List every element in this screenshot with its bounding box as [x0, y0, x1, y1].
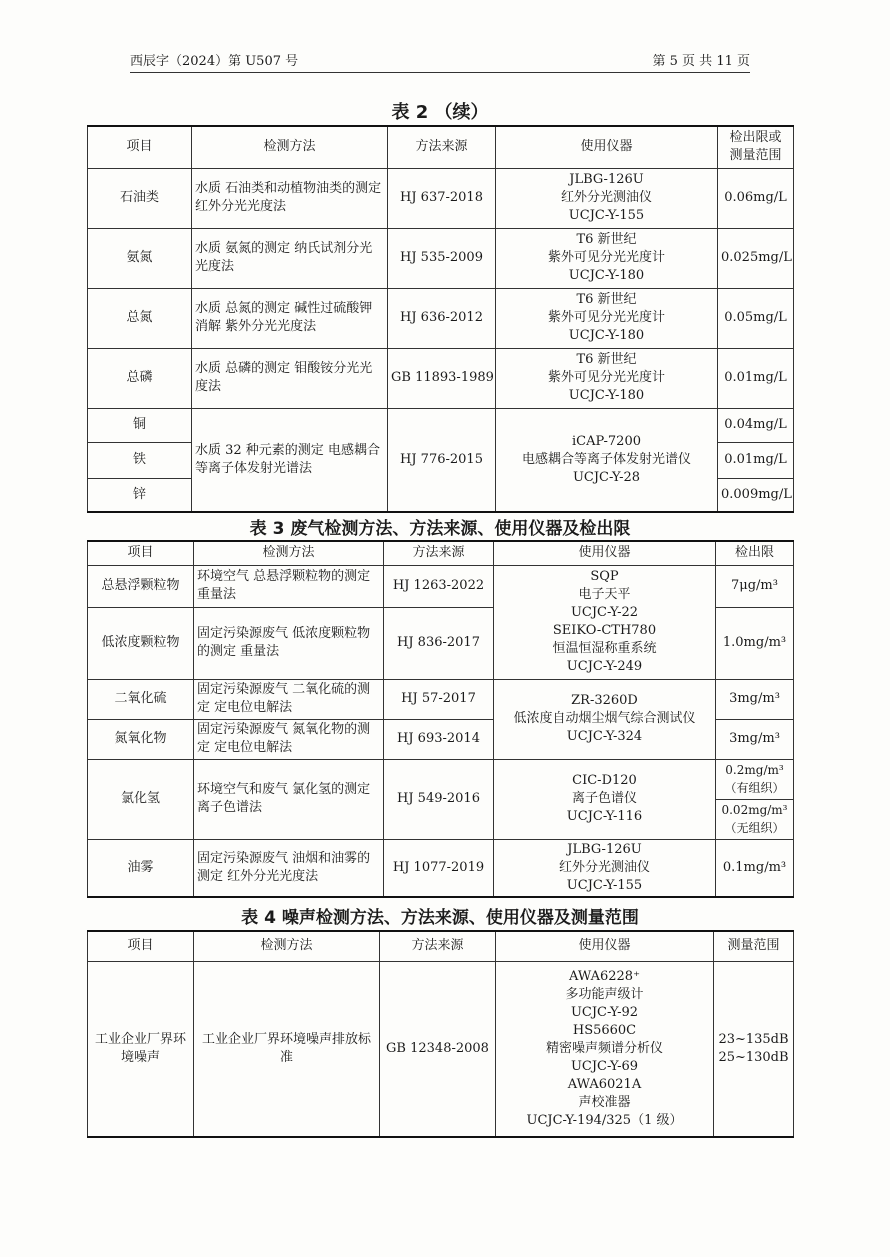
method-cell: 固定污染源废气 二氧化硫的测定 定电位电解法 — [194, 679, 384, 719]
source-cell: HJ 1077-2019 — [384, 839, 494, 897]
report-number: 西辰字（2024）第 U507 号 — [130, 54, 299, 69]
table-row — [88, 408, 794, 442]
source-cell: HJ 549-2016 — [384, 759, 494, 839]
instrument-cell: iCAP-7200 电感耦合等离子体发射光谱仪 UCJC-Y-28 — [496, 408, 718, 512]
table-row — [88, 759, 794, 799]
limit-cell: 0.1mg/m³ — [716, 839, 794, 897]
item-cell: 氨氮 — [88, 228, 192, 288]
item-cell: 总悬浮颗粒物 — [88, 565, 194, 607]
source-cell: GB 11893-1989 — [388, 348, 496, 408]
method-cell: 环境空气 总悬浮颗粒物的测定 重量法 — [194, 565, 384, 607]
limit-cell: 0.06mg/L — [718, 168, 794, 228]
table-row — [88, 348, 794, 408]
page-number: 第 5 页 共 11 页 — [652, 54, 750, 69]
method-cell: 环境空气和废气 氯化氢的测定 离子色谱法 — [194, 759, 384, 839]
limit-cell: 0.04mg/L — [718, 408, 794, 442]
method-cell: 水质 总磷的测定 钼酸铵分光光度法 — [192, 348, 388, 408]
item-cell: 油雾 — [88, 839, 194, 897]
col-header-method: 检测方法 — [194, 541, 384, 565]
table-row — [88, 961, 794, 1137]
table2-title: 表 2 （续） — [391, 102, 489, 123]
table-row — [88, 288, 794, 348]
page-header — [130, 50, 750, 73]
item-cell: 工业企业厂界环境噪声 — [88, 961, 194, 1137]
col-header-source: 方法来源 — [380, 931, 496, 961]
table2-header-row — [88, 126, 794, 168]
item-cell: 总氮 — [88, 288, 192, 348]
instrument-cell: AWA6228⁺ 多功能声级计 UCJC-Y-92 HS5660C 精密噪声频谱分析仪 UCJC-Y-69 AWA6021A 声校准器 UCJC-Y-194/325（1 级） — [496, 961, 714, 1137]
instrument-cell: SQP 电子天平 UCJC-Y-22 SEIKO-CTH780 恒温恒湿称重系统 UCJC-Y-249 — [494, 565, 716, 679]
method-cell: 固定污染源废气 低浓度颗粒物的测定 重量法 — [194, 607, 384, 679]
method-cell: 固定污染源废气 油烟和油雾的测定 红外分光光度法 — [194, 839, 384, 897]
table-row — [88, 168, 794, 228]
col-header-limit: 检出限 — [716, 541, 794, 565]
item-cell: 铁 — [88, 442, 192, 478]
instrument-cell: JLBG-126U 红外分光测油仪 UCJC-Y-155 — [494, 839, 716, 897]
col-header-item: 项目 — [88, 541, 194, 565]
method-cell: 水质 氨氮的测定 纳氏试剂分光光度法 — [192, 228, 388, 288]
limit-cell: 0.009mg/L — [718, 478, 794, 512]
col-header-item: 项目 — [88, 931, 194, 961]
col-header-range: 测量范围 — [714, 931, 794, 961]
table4-header-row — [88, 931, 794, 961]
col-header-item: 项目 — [88, 126, 192, 168]
item-cell: 二氧化硫 — [88, 679, 194, 719]
limit-cell: 0.02mg/m³ （无组织） — [716, 799, 794, 839]
instrument-cell: JLBG-126U 红外分光测油仪 UCJC-Y-155 — [496, 168, 718, 228]
col-header-instrument: 使用仪器 — [496, 126, 718, 168]
col-header-source: 方法来源 — [388, 126, 496, 168]
source-cell: HJ 776-2015 — [388, 408, 496, 512]
source-cell: HJ 637-2018 — [388, 168, 496, 228]
table-row — [88, 228, 794, 288]
limit-cell: 0.05mg/L — [718, 288, 794, 348]
limit-cell: 7μg/m³ — [716, 565, 794, 607]
limit-cell: 3mg/m³ — [716, 719, 794, 759]
table3-header-row — [88, 541, 794, 565]
table-row — [88, 679, 794, 719]
col-header-instrument: 使用仪器 — [496, 931, 714, 961]
item-cell: 铜 — [88, 408, 192, 442]
limit-cell: 0.01mg/L — [718, 442, 794, 478]
source-cell: HJ 836-2017 — [384, 607, 494, 679]
col-header-method: 检测方法 — [192, 126, 388, 168]
limit-cell: 1.0mg/m³ — [716, 607, 794, 679]
table3-title: 表 3 废气检测方法、方法来源、使用仪器及检出限 — [249, 519, 631, 539]
limit-cell: 0.025mg/L — [718, 228, 794, 288]
source-cell: HJ 535-2009 — [388, 228, 496, 288]
col-header-instrument: 使用仪器 — [494, 541, 716, 565]
instrument-cell: T6 新世纪 紫外可见分光光度计 UCJC-Y-180 — [496, 348, 718, 408]
item-cell: 低浓度颗粒物 — [88, 607, 194, 679]
method-cell: 水质 石油类和动植物油类的测定 红外分光光度法 — [192, 168, 388, 228]
method-cell: 工业企业厂界环境噪声排放标准 — [194, 961, 380, 1137]
source-cell: HJ 636-2012 — [388, 288, 496, 348]
item-cell: 氯化氢 — [88, 759, 194, 839]
table4-title: 表 4 噪声检测方法、方法来源、使用仪器及测量范围 — [241, 908, 639, 928]
col-header-method: 检测方法 — [194, 931, 380, 961]
item-cell: 总磷 — [88, 348, 192, 408]
item-cell: 石油类 — [88, 168, 192, 228]
instrument-cell: T6 新世纪 紫外可见分光光度计 UCJC-Y-180 — [496, 288, 718, 348]
col-header-limit: 检出限或 测量范围 — [718, 126, 794, 168]
table3 — [87, 540, 794, 898]
method-cell: 水质 总氮的测定 碱性过硫酸钾消解 紫外分光光度法 — [192, 288, 388, 348]
table-row — [88, 839, 794, 897]
source-cell: HJ 693-2014 — [384, 719, 494, 759]
limit-cell: 0.01mg/L — [718, 348, 794, 408]
item-cell: 氮氧化物 — [88, 719, 194, 759]
method-cell: 固定污染源废气 氮氧化物的测定 定电位电解法 — [194, 719, 384, 759]
method-cell: 水质 32 种元素的测定 电感耦合等离子体发射光谱法 — [192, 408, 388, 512]
source-cell: HJ 1263-2022 — [384, 565, 494, 607]
source-cell: HJ 57-2017 — [384, 679, 494, 719]
instrument-cell: T6 新世纪 紫外可见分光光度计 UCJC-Y-180 — [496, 228, 718, 288]
instrument-cell: CIC-D120 离子色谱仪 UCJC-Y-116 — [494, 759, 716, 839]
limit-cell: 3mg/m³ — [716, 679, 794, 719]
limit-cell: 0.2mg/m³ （有组织） — [716, 759, 794, 799]
col-header-source: 方法来源 — [384, 541, 494, 565]
table2 — [87, 125, 794, 513]
range-cell: 23~135dB 25~130dB — [714, 961, 794, 1137]
table-row — [88, 565, 794, 607]
instrument-cell: ZR-3260D 低浓度自动烟尘烟气综合测试仪 UCJC-Y-324 — [494, 679, 716, 759]
item-cell: 锌 — [88, 478, 192, 512]
table4 — [87, 930, 794, 1138]
source-cell: GB 12348-2008 — [380, 961, 496, 1137]
